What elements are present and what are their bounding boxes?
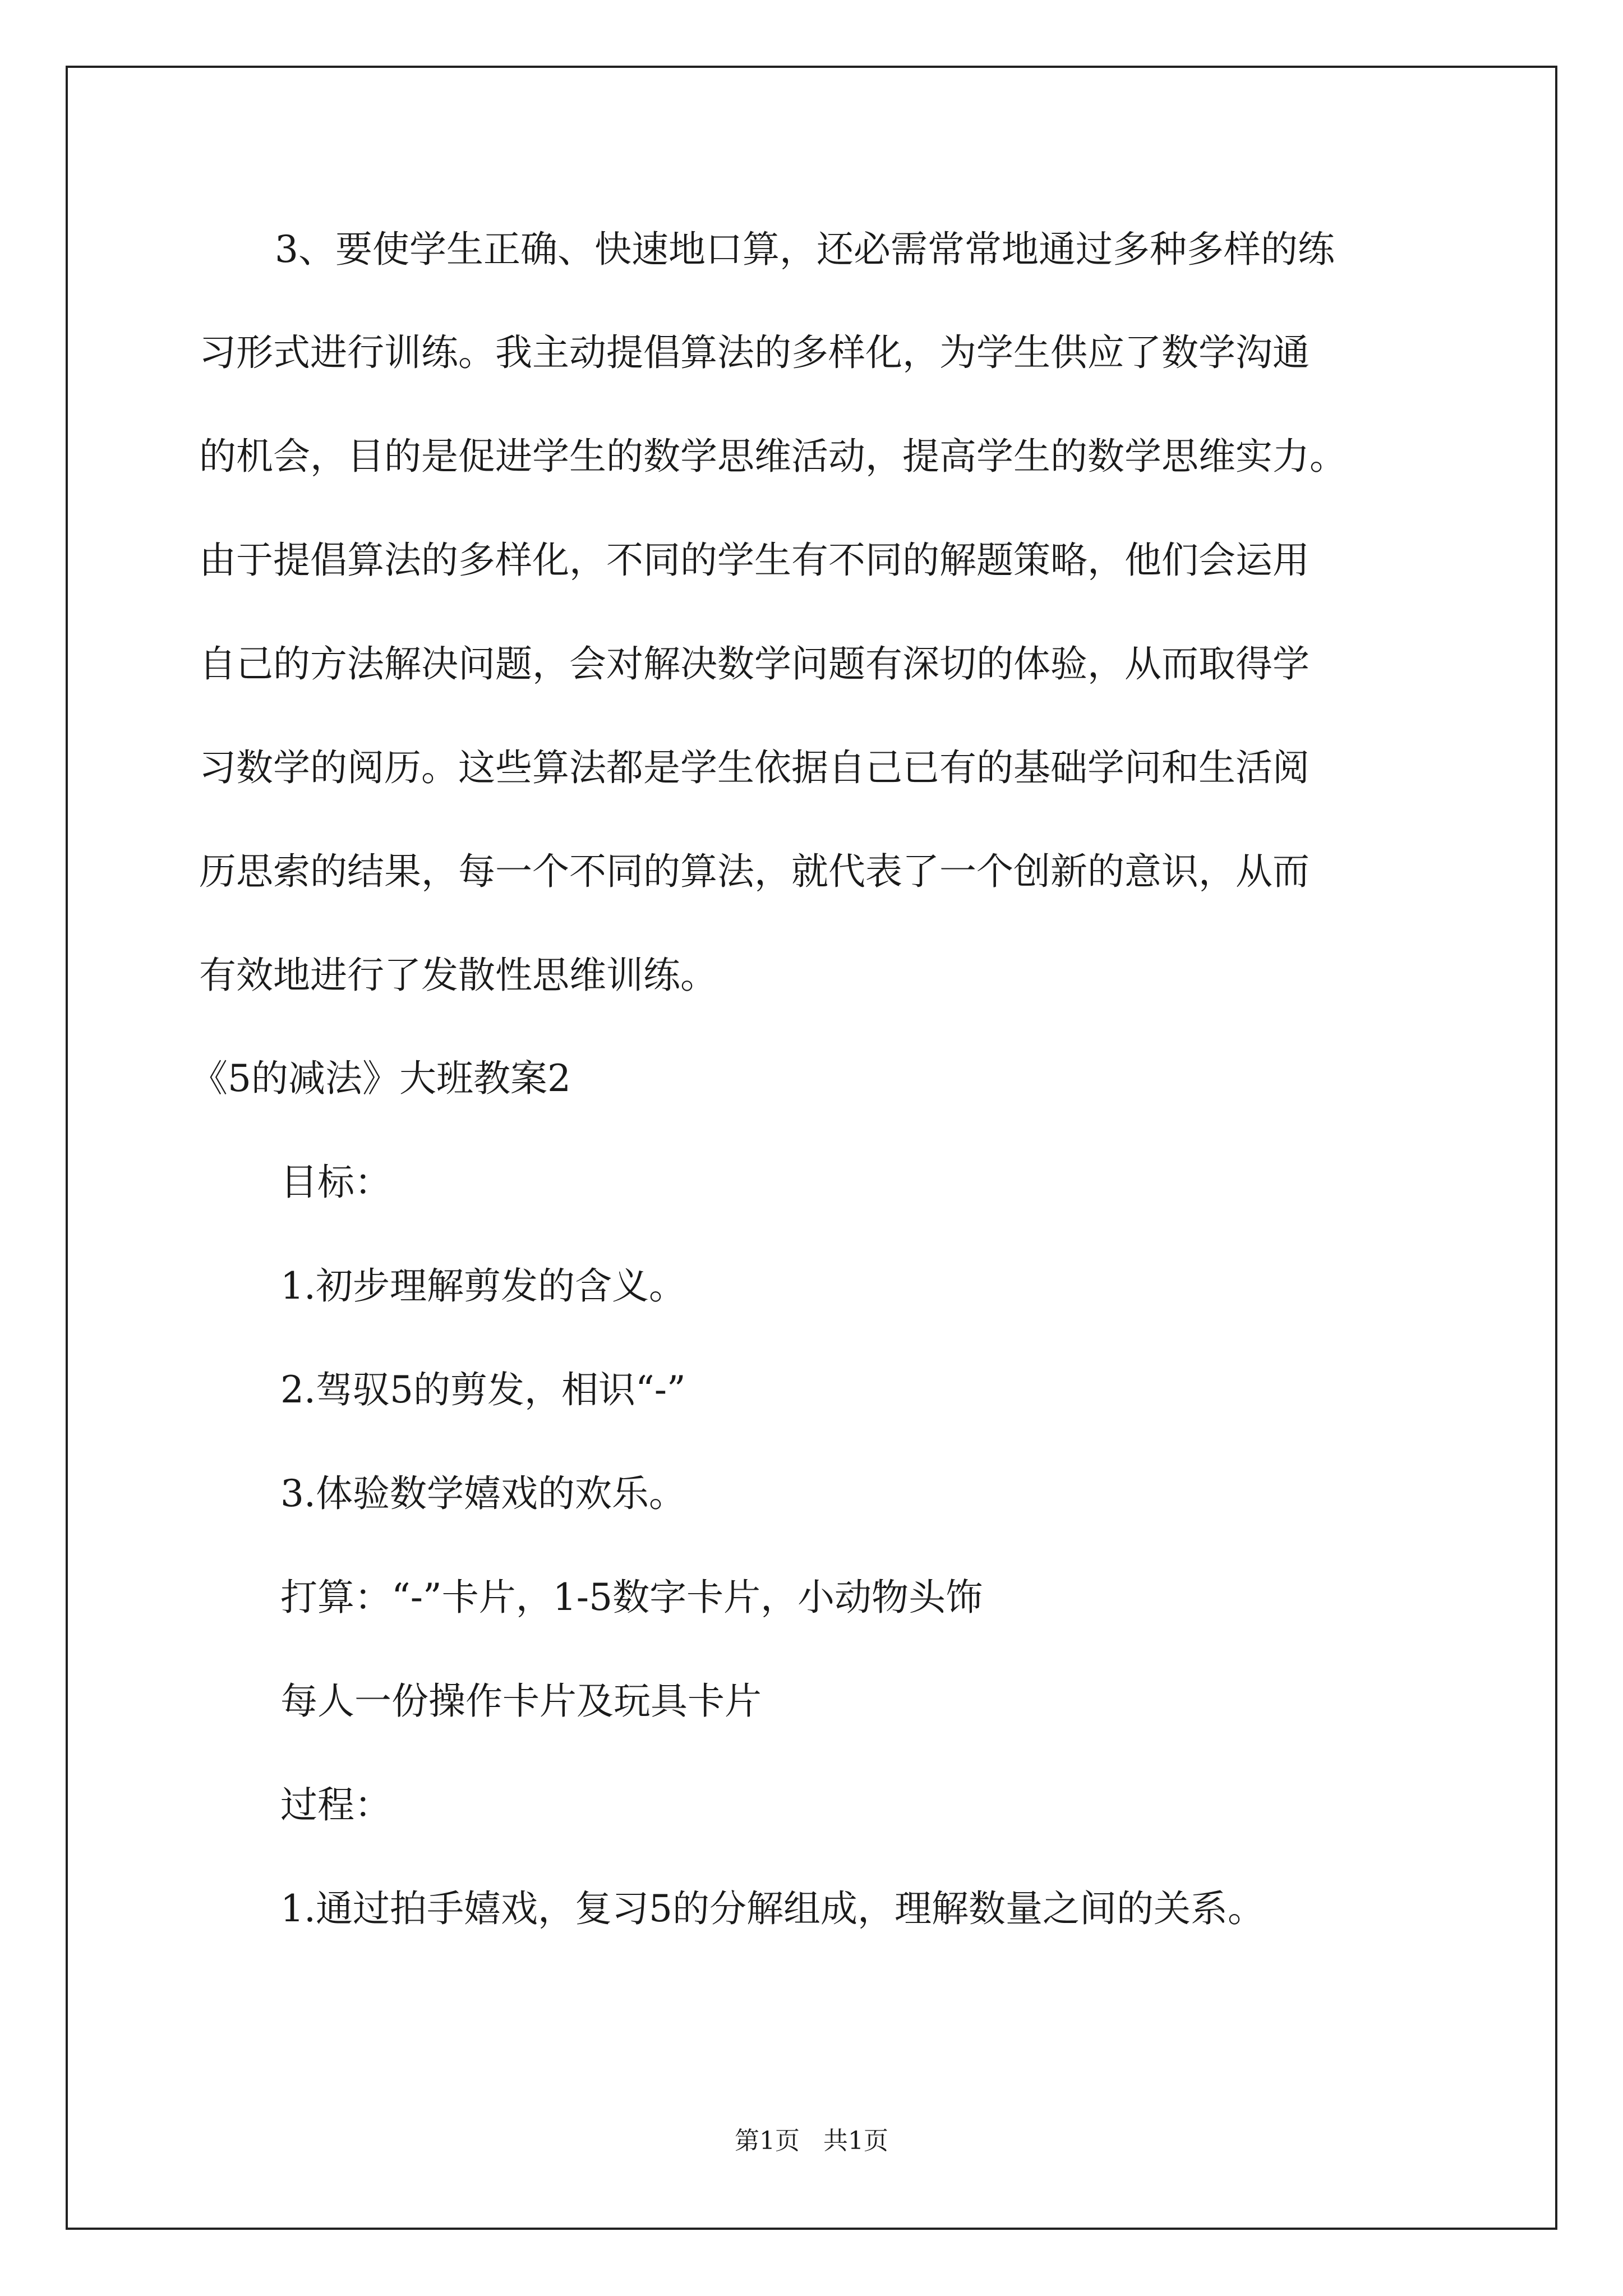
- list-item: 3.体验数学嬉戏的欢乐。: [280, 1472, 686, 1515]
- list-item: 过程：: [280, 1783, 391, 1826]
- list-item: 1.通过拍手嬉戏，复习5的分解组成，理解数量之间的关系。: [280, 1887, 1265, 1930]
- paragraph-line: 有效地进行了发散性思维训练。: [199, 954, 717, 997]
- paragraph-line: 历思索的结果，每一个不同的算法，就代表了一个创新的意识，从而: [199, 850, 1310, 893]
- paragraph-line: 习数学的阅历。这些算法都是学生依据自己已有的基础学问和生活阅: [199, 746, 1310, 789]
- list-item: 每人一份操作卡片及玩具卡片: [280, 1680, 762, 1723]
- section-title: 《5的减法》大班教案2: [191, 1057, 571, 1100]
- list-item: 1.初步理解剪发的含义。: [280, 1264, 686, 1308]
- paragraph-line: 的机会，目的是促进学生的数学思维活动，提高学生的数学思维实力。: [199, 435, 1347, 478]
- paragraph-line: 由于提倡算法的多样化，不同的学生有不同的解题策略，他们会运用: [199, 539, 1310, 582]
- page-footer: 第1页 共1页: [735, 2127, 888, 2155]
- list-item: 打算：“-”卡片，1-5数字卡片，小动物头饰: [280, 1576, 983, 1619]
- paragraph-line: 3、要使学生正确、快速地口算，还必需常常地通过多种多样的练: [275, 228, 1335, 271]
- paragraph-line: 习形式进行训练。我主动提倡算法的多样化，为学生供应了数学沟通: [199, 331, 1310, 374]
- list-item: 目标：: [280, 1161, 391, 1204]
- list-item: 2.驾驭5的剪发，相识“-”: [280, 1368, 686, 1411]
- paragraph-line: 自己的方法解决问题，会对解决数学问题有深切的体验，从而取得学: [199, 642, 1310, 685]
